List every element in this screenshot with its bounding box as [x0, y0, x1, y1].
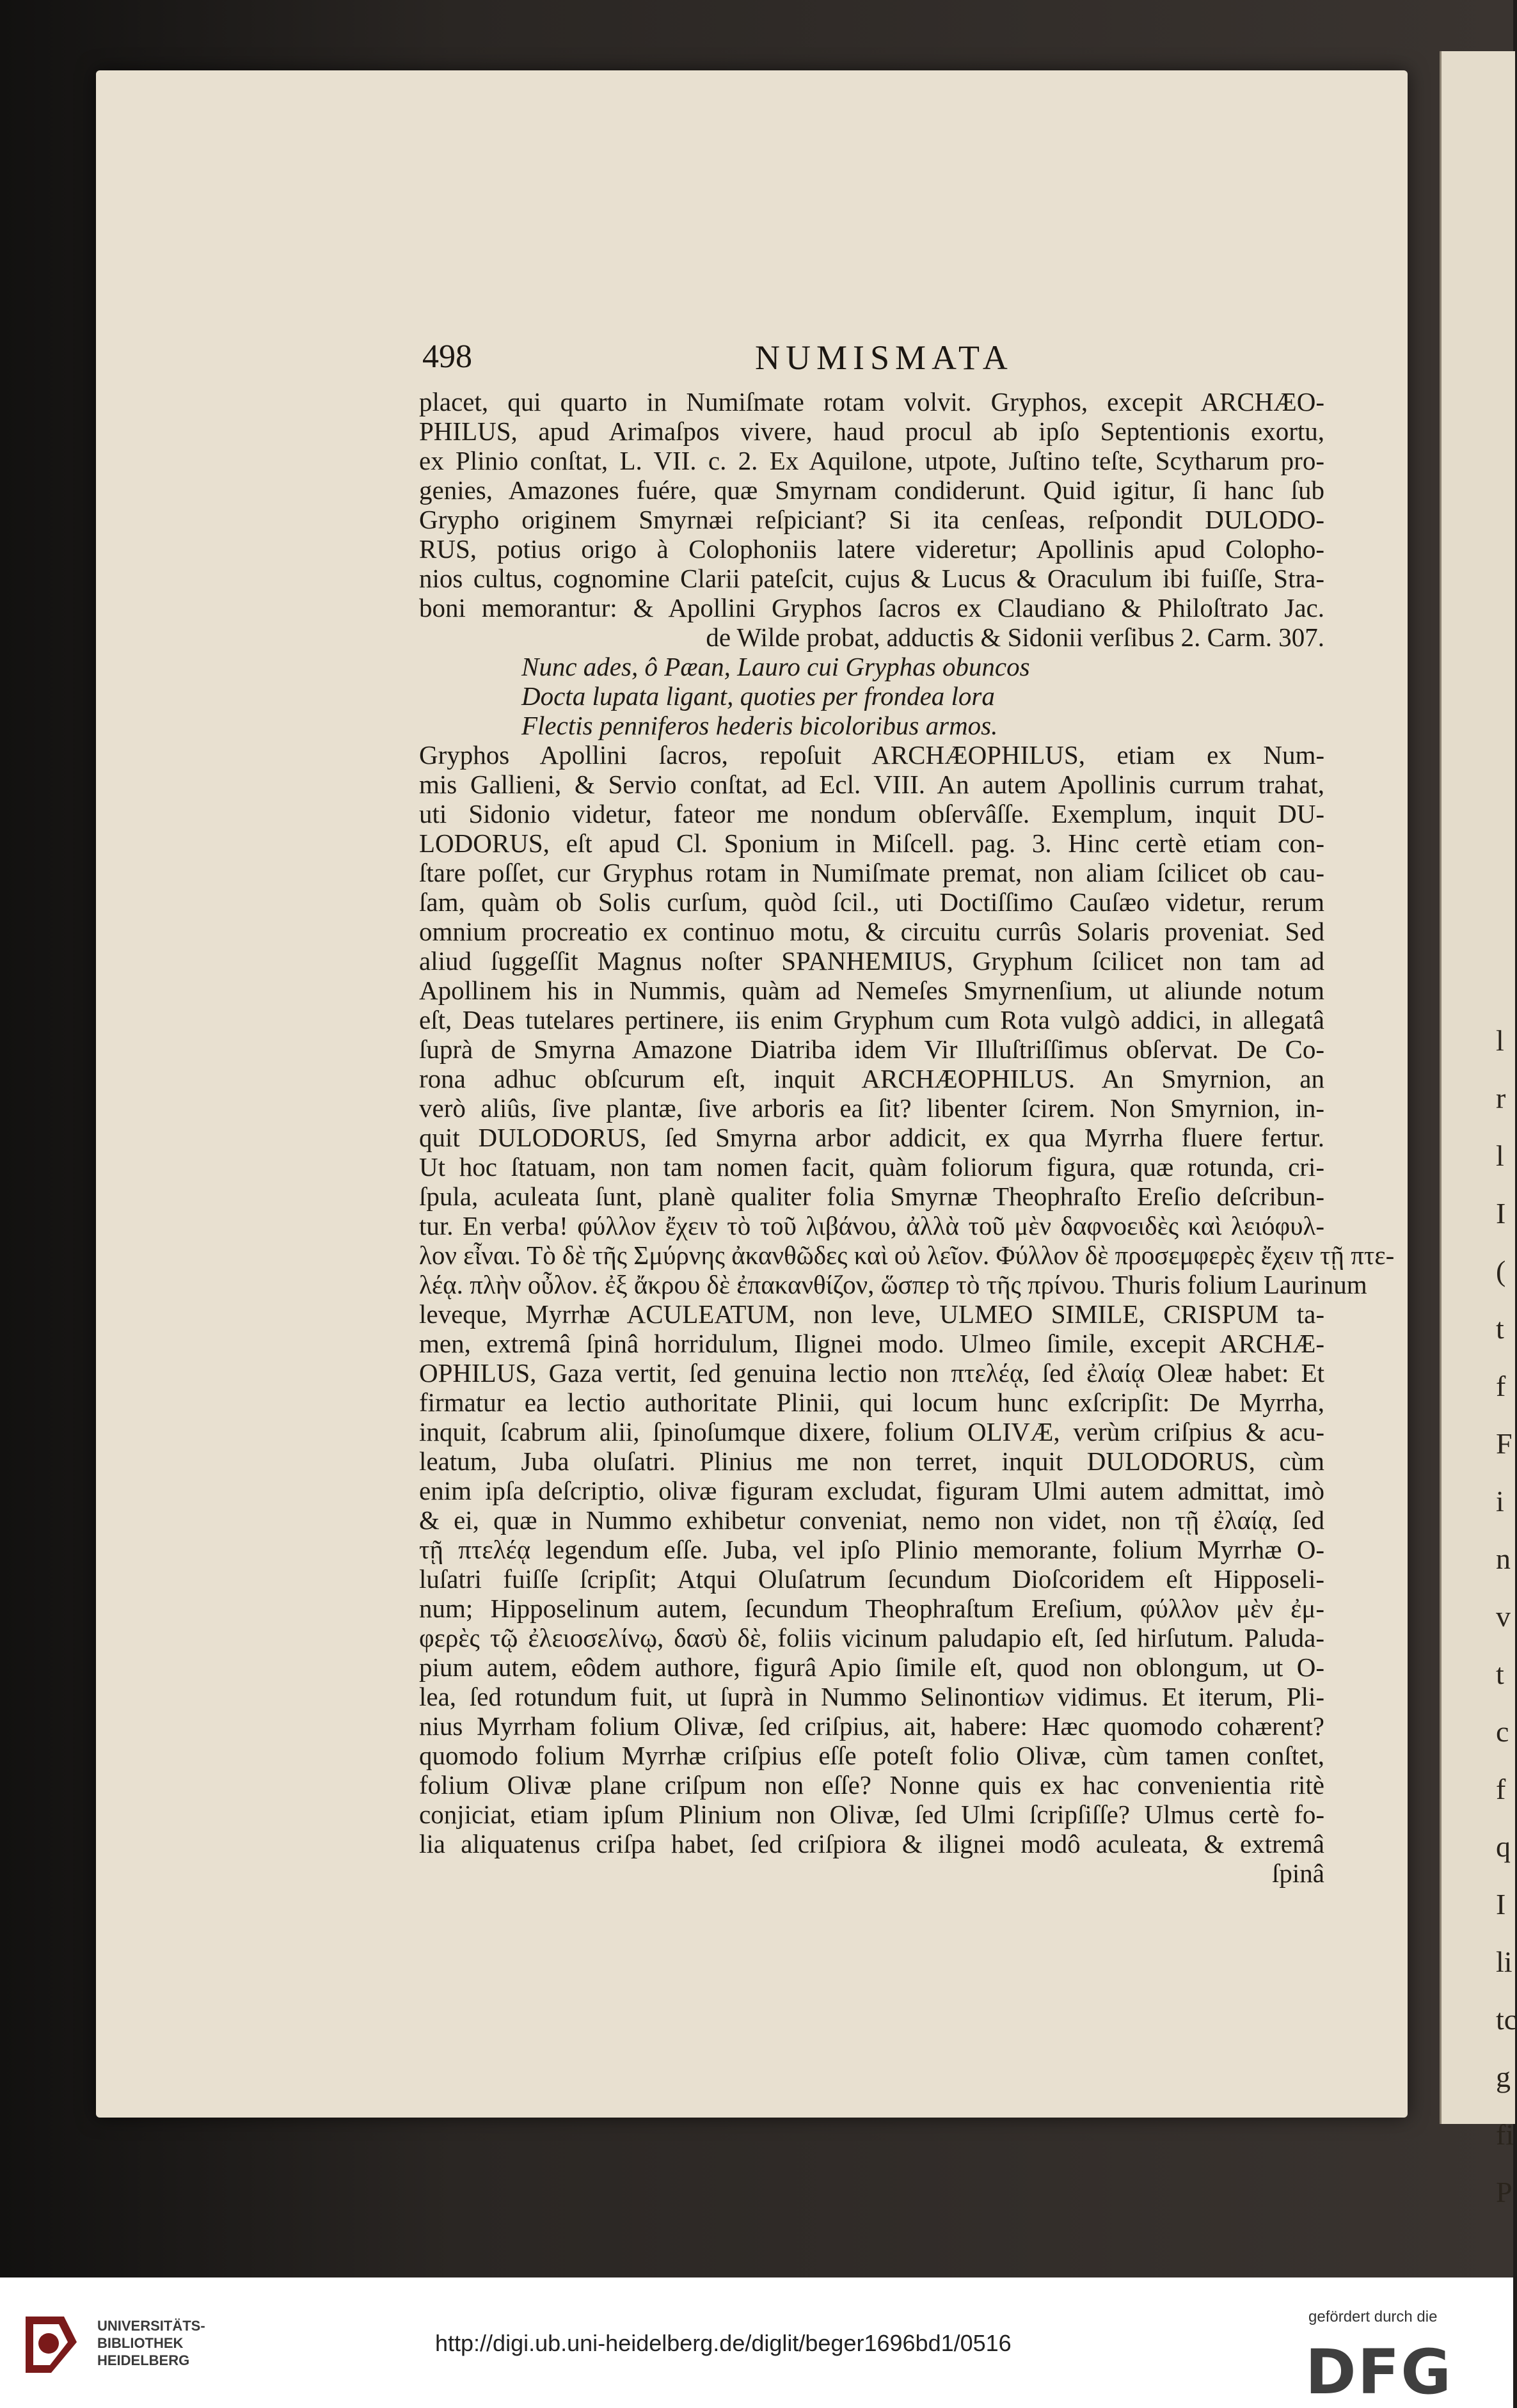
text-line: φερὲς τῷ ἐλειοσελίνῳ, δασὺ δὲ, foliis vicinum paludapio eſt, ſed hirſutum. Paluda-	[419, 1623, 1324, 1652]
text-line: verò aliûs, ſive plantæ, ſive arboris ea ſit? libenter ſcirem. Non Smyrnion, in-	[419, 1093, 1324, 1123]
text-line: quomodo folium Myrrhæ criſpius eſſe poteſt folio Olivæ, cùm tamen conſtet,	[419, 1741, 1324, 1770]
text-line: pium autem, eôdem authore, figurâ Apio ſimile eſt, quod non oblongum, ut O-	[419, 1652, 1324, 1682]
text-line: luſatri fuiſſe ſcripſit; Atqui Oluſatrum ſecundum Dioſcoridem eſt Hipposeli-	[419, 1564, 1324, 1594]
text-line: PHILUS, apud Arimaſpos vivere, haud procul ab ipſo Septentionis exortu,	[419, 416, 1324, 446]
edge-glyph: g	[1496, 2061, 1511, 2093]
text-line: num; Hipposelinum autem, ſecundum Theophraſtum Ereſium, φύλλον μὲν ἐμ-	[419, 1594, 1324, 1623]
funded-by-label: gefördert durch die	[1308, 2308, 1438, 2325]
edge-glyph: f	[1496, 1370, 1506, 1402]
university-seal-icon	[19, 2313, 91, 2377]
text-line: leatum, Juba oluſatri. Plinius me non terret, inquit DULODORUS, cùm	[419, 1446, 1324, 1476]
institution-name: UNIVERSITÄTS- BIBLIOTHEK HEIDELBERG	[97, 2318, 205, 2368]
page-header	[422, 338, 1344, 389]
text-line: uti Sidonio videtur, fateor me nondum obſervâſſe. Exemplum, inquit DU-	[419, 799, 1324, 828]
edge-glyph: t	[1496, 1658, 1504, 1690]
edge-glyph: t	[1496, 1312, 1504, 1345]
text-line: enim ipſa deſcriptio, olivæ figuram excludat, figuram Ulmi autem admittat, imò	[419, 1476, 1324, 1505]
text-line: Ut hoc ſtatuam, non tam nomen facit, quàm foliorum figura, quæ rotunda, cri-	[419, 1152, 1324, 1182]
text-line: tur. En verba! φύλλον ἔχειν τὸ τοῦ λιβάνου, ἀλλὰ τοῦ μὲν δαφνοειδὲς καὶ λειόφυλ-	[419, 1211, 1324, 1240]
text-line: Apollinem his in Nummis, quàm ad Nemeſes Smyrnenſium, ut aliunde notum	[419, 976, 1324, 1005]
text-line: quit DULODORUS, ſed Smyrna arbor addicit, ex qua Myrrha fluere fertur.	[419, 1123, 1324, 1152]
text-line: Nunc ades, ô Pæan, Lauro cui Gryphas obuncos	[521, 652, 1030, 681]
text-line: mis Gallieni, & Servio conſtat, ad Ecl. VIII. An autem Apollinis currum trahat,	[419, 770, 1324, 799]
text-line: eſt, Deas tutelares pertinere, iis enim Gryphum cum Rota vulgò addici, in allegatâ	[419, 1005, 1324, 1034]
edge-glyph: f	[1496, 1773, 1506, 1805]
text-line: Gryphos Apollini ſacros, repoſuit ARCHÆOPHILUS, etiam ex Num-	[419, 740, 1324, 770]
text-line: ſtare poſſet, cur Gryphus rotam in Numiſmate premat, non aliam ſcilicet ob cau-	[419, 858, 1324, 887]
text-line: rona adhuc obſcurum eſt, inquit ARCHÆOPHILUS. An Smyrnion, an	[419, 1064, 1324, 1093]
page-number: 498	[422, 338, 472, 375]
running-title: NUMISMATA	[755, 338, 1013, 377]
text-line: τῇ πτελέᾳ legendum eſſe. Juba, vel ipſo Plinio memorante, folium Myrrhæ O-	[419, 1535, 1324, 1564]
text-line: Flectis penniferos hederis bicoloribus armos.	[521, 711, 998, 740]
text-line: Docta lupata ligant, quoties per frondea lora	[521, 681, 995, 711]
edge-glyph: l	[1496, 1024, 1504, 1057]
text-line: folium Olivæ plane criſpum non eſſe? Nonne quis ex hac convenientia ritè	[419, 1770, 1324, 1800]
text-line: ſam, quàm ob Solis curſum, quòd ſcil., uti Doctiſſimo Cauſæo videtur, rerum	[419, 887, 1324, 917]
footer-bar	[0, 2277, 1513, 2408]
edge-glyph: fi	[1496, 2118, 1514, 2151]
source-url-link[interactable]: http://digi.ub.uni-heidelberg.de/diglit/beger1696bd1/0516	[435, 2330, 1012, 2356]
text-line: inquit, ſcabrum alii, ſpinoſumque dixere, folium OLIVÆ, verùm criſpius & acu-	[419, 1417, 1324, 1446]
edge-glyph: i	[1496, 1485, 1504, 1517]
edge-glyph: li	[1496, 1945, 1513, 1978]
text-line: ſpinâ	[1272, 1858, 1324, 1888]
edge-glyph: l	[1496, 1139, 1504, 1172]
edge-glyph: r	[1496, 1082, 1506, 1114]
text-line: λον εἶναι. Τὸ δὲ τῆς Σμύρνης ἀκανθῶδες καὶ οὐ λεῖον. Φύλλον δὲ προσεμφερὲς ἔχειν τῇ πτε-	[419, 1240, 1395, 1270]
edge-glyph: n	[1496, 1542, 1511, 1575]
text-line: λέᾳ. πλὴν οὖλον. ἐξ ἄκρου δὲ ἐπακανθίζον, ὥσπερ τὸ τῆς πρίνου. Thuris folium Laurinum	[419, 1270, 1367, 1299]
text-line: Grypho originem Smyrnæi reſpiciant? Si ita cenſeas, reſpondit DULODO-	[419, 505, 1324, 534]
edge-glyph: q	[1496, 1830, 1511, 1863]
edge-glyph: v	[1496, 1600, 1511, 1633]
text-line: RUS, potius origo à Colophoniis latere videretur; Apollinis apud Colopho-	[419, 534, 1324, 564]
text-line: genies, Amazones fuére, quæ Smyrnam condiderunt. Quid igitur, ſi hanc ſub	[419, 475, 1324, 505]
edge-glyph: I	[1496, 1197, 1506, 1230]
text-line: leveque, Myrrhæ ACULEATUM, non leve, ULMEO SIMILE, CRISPUM ta-	[419, 1299, 1324, 1329]
text-line: aliud ſuggeſſit Magnus noſter SPANHEMIUS, Gryphum ſcilicet non tam ad	[419, 946, 1324, 976]
text-line: & ei, quæ in Nummo exhibetur conveniat, nemo non videt, non τῇ ἐλαίᾳ, ſed	[419, 1505, 1324, 1535]
text-line: OPHILUS, Gaza vertit, ſed genuina lectio non πτελέᾳ, ſed ἐλαίᾳ Oleæ habet: Et	[419, 1358, 1324, 1388]
text-line: ſpula, aculeata ſunt, planè qualiter folia Smyrnæ Theophraſto Ereſio deſcribun-	[419, 1182, 1324, 1211]
text-line: lea, ſed rotundum fuit, ut ſuprà in Nummo Selinontiων vidimus. Et iterum, Pli-	[419, 1682, 1324, 1711]
text-line: de Wilde probat, adductis & Sidonii verſibus 2. Carm. 307.	[706, 622, 1324, 652]
dfg-logo: DFG	[1305, 2336, 1453, 2408]
text-line: ſuprà de Smyrna Amazone Diatriba idem Vir Illuſtriſſimus obſervat. De Co-	[419, 1034, 1324, 1064]
text-line: men, extremâ ſpinâ horridulum, Ilignei modo. Ulmeo ſimile, excepit ARCHÆ-	[419, 1329, 1324, 1358]
edge-glyph: P	[1496, 2176, 1513, 2208]
text-line: LODORUS, eſt apud Cl. Sponium in Miſcell. pag. 3. Hinc certè etiam con-	[419, 828, 1324, 858]
text-line: nios cultus, cognomine Clarii pateſcit, cujus & Lucus & Oraculum ibi fuiſſe, Stra-	[419, 564, 1324, 593]
text-line: firmatur ea lectio authoritate Plinii, qui locum hunc exſcripſit: De Myrrha,	[419, 1388, 1324, 1417]
edge-glyph: F	[1496, 1427, 1513, 1460]
text-line: nius Myrrham folium Olivæ, ſed criſpius, ait, habere: Hæc quomodo cohærent?	[419, 1711, 1324, 1741]
edge-glyph: (	[1496, 1255, 1506, 1287]
edge-glyph: I	[1496, 1888, 1506, 1921]
text-line: conjiciat, etiam ipſum Plinium non Olivæ, ſed Ulmi ſcripſiſſe? Ulmus certè fo-	[419, 1800, 1324, 1829]
edge-glyph: tc	[1496, 2003, 1517, 2036]
body-text	[419, 387, 1395, 1888]
text-line: ex Plinio conſtat, L. VII. c. 2. Ex Aquilone, utpote, Juſtino teſte, Scytharum pro-	[419, 446, 1324, 475]
text-line: boni memorantur: & Apollini Gryphos ſacros ex Claudiano & Philoſtrato Jac.	[419, 593, 1324, 622]
text-line: lia aliquatenus criſpa habet, ſed criſpiora & ilignei modô aculeata, & extremâ	[419, 1829, 1324, 1858]
text-line: placet, qui quarto in Numiſmate rotam volvit. Gryphos, excepit ARCHÆO-	[419, 387, 1324, 416]
text-line: omnium procreatio ex continuo motu, & circuitu currûs Solaris proveniat. Sed	[419, 917, 1324, 946]
edge-glyph: c	[1496, 1715, 1509, 1748]
